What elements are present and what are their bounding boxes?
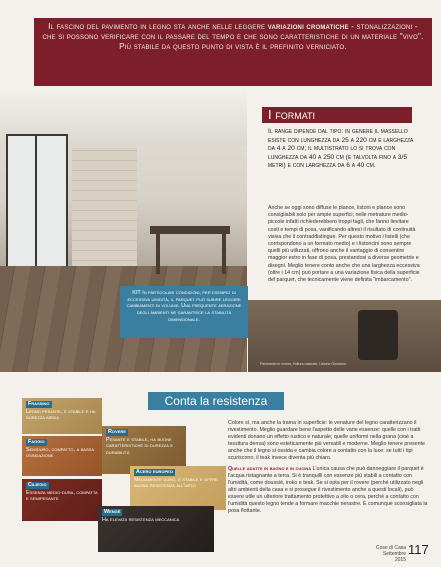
window bbox=[6, 134, 68, 288]
page-number: 117 bbox=[408, 542, 429, 557]
wood-swatch-faggio: Faggio Semiduro, compatto, a bassa ossidazione bbox=[22, 436, 102, 476]
formati-lead: Il range dipende dal tipo: in genere il massello esiste con lunghezza da 25 a 220 cm e larghezza da 4 a 20 cm; il multistrato lo si trova con lunghezza da 40 a 250 cm (e talvolta fino a 3/5 metri) e con larghezza da 6 a 40 cm. bbox=[268, 128, 414, 170]
photo-credit: Pavimento in rovere, finitura naturale, Listone Giordano bbox=[260, 362, 346, 366]
wood-swatch-acero: Acero europeo Mediamente duro, è stabile e offre buona resistenza all'urto bbox=[130, 466, 226, 510]
wood-swatch-ciliegio: Ciliegio Essenza medio-dura, compatta e semipesante bbox=[22, 479, 102, 521]
armchair bbox=[358, 310, 398, 360]
armchair-photo bbox=[248, 300, 441, 372]
subheading: Quelle adatte in bagno e in cucina bbox=[228, 465, 312, 472]
conta-heading: Conta la resistenza bbox=[148, 392, 284, 410]
conta-body: Colore sì, ma anche la trama in superficie: le venature del legno caratterizzano il rivestimento. Meglio guardare bene l'aspetto delle varie essenze: quelle con i tratti evidenti donano un effetto rustico e naturale; quelle uniformi nella grana (cioè a tessitura densa) sono esteticamente più versatili e moderne. Meglio tenere presente anche che il legno si ossida e cambia colore a contatto con la luce: se tutti i tipi scuriscono, il teak invece diventa più chiaro. Quelle adatte in bagno e in cucina L'unica causa che può danneggiare il parquet è l'acqua ristagnante a terra. Si è tranquilli con essenze più stabili a contatto con l'umidità, come doussié, iroko e teak. Se si opta per il rovere (perché utilizzato negli altri ambienti della casa e si prosegue il rivestimento anche a questi locali), può essere utile un ulteriore trattamento protettivo a olio o cera, perché a contatto con l'umidità questo legno tende a formare macchie nerastre. È comunque sconsigliata la posa flottante. bbox=[228, 420, 428, 515]
kit-icon: KIT bbox=[132, 290, 141, 296]
formati-heading: I formati bbox=[262, 107, 412, 123]
formati-body: Anche se oggi sono diffuse le plance, listoni e plance sono consigliabili solo per ampie superfici; nelle metrature medio-piccole infatti richiederebbero troppi tagli, che fanno lievitare costi e tempi di posa, vanificando altresì il risultato di continuità visiva che il contraddistingue. Per questo motivo i listelli (che corrispondono a un formato medio) e i listoncini sono sempre quelli più utilizzati, offrono anche il vantaggio di consentire maggior estro in fase di posa, prestandosi a diverse geometrie e disegni. Meglio tenere conto anche che una larghezza eccessiva (oltre i 14 cm) può portare a una variazione fisica della superficie del parquet, che tecnicamente viene definita "imbarcamento". bbox=[268, 205, 420, 284]
table bbox=[150, 226, 230, 234]
intro-banner: Il fascino del pavimento in legno sta anche nelle leggere variazioni cromatiche - stonalizzazioni - che si possono verificare con il passare del tempo e che sono caratteristiche di un materiale "vivo". Più stabile da questo punto di vista è il prefinito verniciato. bbox=[34, 18, 432, 86]
stone-wall bbox=[72, 148, 137, 280]
caption-box: KIT In particolari condizioni, per esempio di eccessiva umidità, il parquet può subire leggeri cambiamenti di volume. Una frequente aerazione degli ambienti ne garantisce la stabilità dimensionale. bbox=[120, 286, 248, 338]
wood-swatch-wenge: Wengé Ha elevata resistenza meccanica bbox=[98, 506, 214, 552]
wood-swatch-frassino: Frassino Legno pesante, è stabile e ha durezza media bbox=[22, 398, 102, 434]
footer: Cose di Casa Settembre 2015 bbox=[375, 545, 406, 563]
wood-swatch-rovere: Rovere Pesante e stabile, ha buone caratteristiche di durezza e durabilità bbox=[102, 426, 186, 474]
